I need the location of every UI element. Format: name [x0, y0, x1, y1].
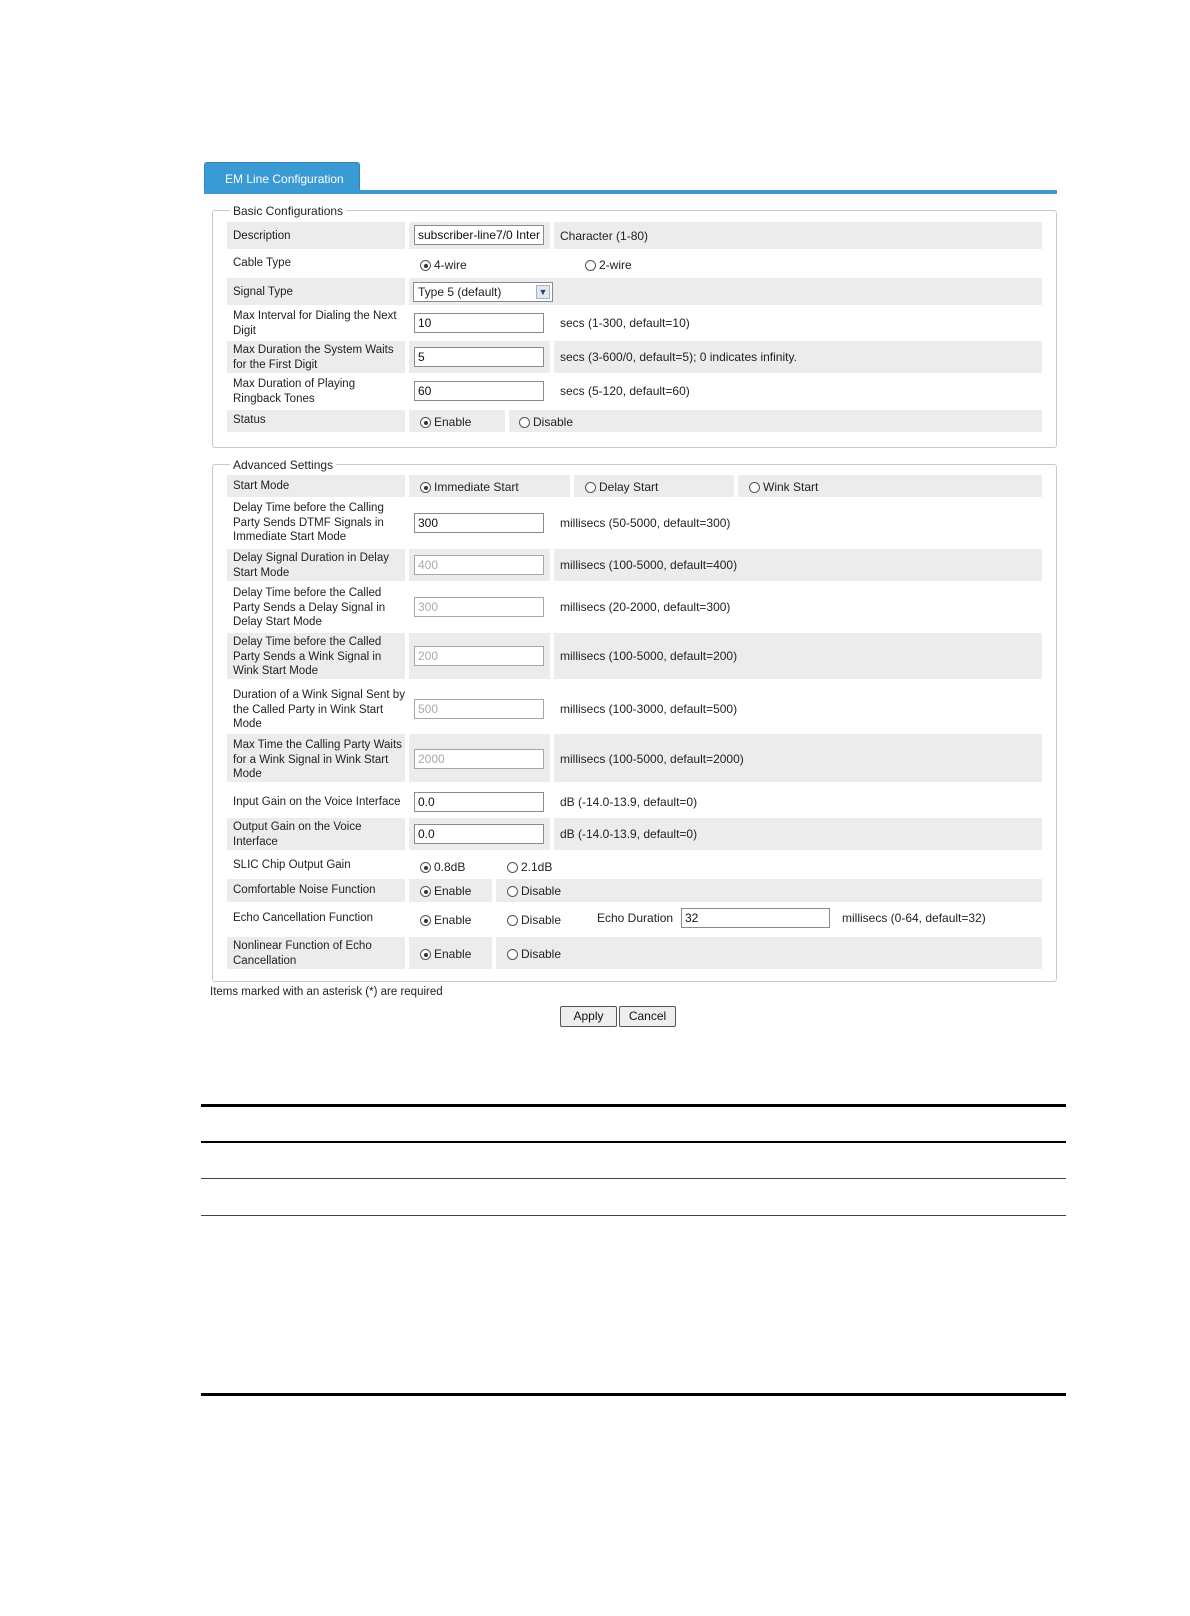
slic-gain-0-8db-radio[interactable]: 0.8dB — [420, 860, 465, 874]
description-row — [227, 222, 1042, 249]
nonlinear-enable-radio[interactable]: Enable — [420, 947, 471, 961]
radio-empty-icon — [507, 915, 518, 926]
start-mode-row — [227, 475, 1042, 497]
radio-empty-icon — [507, 886, 518, 897]
max-duration-ringback-label: Max Duration of Playing Ringback Tones — [233, 378, 356, 405]
description-input[interactable]: subscriber-line7/0 Inter — [414, 225, 544, 245]
delay-before-delay-signal-label: Delay Time before the Called Party Sends a Delay Signal in Delay Start Mode — [233, 587, 386, 628]
output-gain-input[interactable]: 0.0 — [414, 824, 544, 844]
radio-selected-icon — [420, 260, 431, 271]
wink-duration-hint: millisecs (100-3000, default=500) — [560, 702, 738, 716]
start-mode-wink-radio[interactable]: Wink Start — [749, 480, 818, 494]
nonlinear-row — [227, 937, 1042, 969]
max-interval-row — [227, 307, 1042, 339]
radio-empty-icon — [519, 417, 530, 428]
output-gain-label: Output Gain on the Voice Interface — [233, 821, 362, 848]
delay-signal-duration-label: Delay Signal Duration in Delay Start Mode — [233, 552, 389, 579]
advanced-settings-legend: Advanced Settings — [230, 458, 336, 472]
status-disable-radio[interactable]: Disable — [519, 415, 573, 429]
radio-selected-icon — [420, 915, 431, 926]
radio-empty-icon — [749, 482, 760, 493]
radio-selected-icon — [420, 417, 431, 428]
cable-type-label: Cable Type — [233, 257, 291, 269]
delay-before-delay-signal-hint: millisecs (20-2000, default=300) — [560, 600, 731, 614]
max-wait-wink-label: Max Time the Calling Party Waits for a Wink Signal in Wink Start Mode — [233, 739, 402, 780]
echo-duration-label: Echo Duration — [597, 911, 674, 925]
echo-cancellation-enable-radio[interactable]: Enable — [420, 913, 471, 927]
delay-before-wink-label: Delay Time before the Called Party Sends a Wink Signal in Wink Start Mode — [233, 636, 382, 677]
echo-cancellation-label: Echo Cancellation Function — [233, 912, 373, 924]
echo-cancellation-disable-radio[interactable]: Disable — [507, 913, 561, 927]
delay-signal-duration-input[interactable]: 400 — [414, 555, 544, 575]
comfort-noise-label: Comfortable Noise Function — [233, 884, 376, 896]
max-interval-label: Max Interval for Dialing the Next Digit — [233, 310, 397, 337]
signal-type-row — [227, 278, 1042, 305]
radio-empty-icon — [585, 260, 596, 271]
input-gain-label: Input Gain on the Voice Interface — [233, 796, 401, 808]
cancel-button[interactable]: Cancel — [619, 1006, 676, 1027]
output-gain-row — [227, 818, 1042, 850]
slic-gain-label: SLIC Chip Output Gain — [233, 859, 351, 871]
radio-empty-icon — [585, 482, 596, 493]
input-gain-row — [227, 787, 1042, 817]
max-duration-ringback-input[interactable]: 60 — [414, 381, 544, 401]
delay-before-delay-signal-row — [227, 584, 1042, 630]
echo-duration-input[interactable]: 32 — [681, 908, 830, 928]
wink-duration-row — [227, 684, 1042, 732]
radio-selected-icon — [420, 862, 431, 873]
delay-before-wink-input[interactable]: 200 — [414, 646, 544, 666]
signal-type-label: Signal Type — [233, 286, 293, 298]
cable-type-2wire-radio[interactable]: 2-wire — [585, 258, 632, 272]
max-duration-ringback-row — [227, 375, 1042, 407]
apply-button[interactable]: Apply — [560, 1006, 617, 1027]
comfort-noise-enable-radio[interactable]: Enable — [420, 884, 471, 898]
comfort-noise-disable-radio[interactable]: Disable — [507, 884, 561, 898]
table-header-rule — [201, 1141, 1066, 1143]
nonlinear-label: Nonlinear Function of Echo Cancellation — [233, 940, 372, 967]
radio-selected-icon — [420, 482, 431, 493]
chevron-down-icon[interactable]: ▼ — [536, 285, 550, 299]
delay-before-delay-signal-input[interactable]: 300 — [414, 597, 544, 617]
description-label: Description — [233, 230, 291, 242]
input-gain-input[interactable]: 0.0 — [414, 792, 544, 812]
max-interval-input[interactable]: 10 — [414, 313, 544, 333]
input-gain-hint: dB (-14.0-13.9, default=0) — [560, 795, 698, 809]
delay-dtmf-label: Delay Time before the Calling Party Sends DTMF Signals in Immediate Start Mode — [233, 502, 384, 543]
max-wait-wink-input[interactable]: 2000 — [414, 749, 544, 769]
wink-duration-input[interactable]: 500 — [414, 699, 544, 719]
max-wait-wink-row — [227, 734, 1042, 782]
delay-signal-duration-hint: millisecs (100-5000, default=400) — [560, 558, 738, 572]
delay-signal-duration-row — [227, 549, 1042, 581]
delay-before-wink-row — [227, 633, 1042, 679]
signal-type-select[interactable]: Type 5 (default) ▼ — [413, 282, 553, 302]
table-row-rule — [201, 1215, 1066, 1216]
slic-gain-row — [227, 853, 1042, 878]
nonlinear-disable-radio[interactable]: Disable — [507, 947, 561, 961]
start-mode-label: Start Mode — [233, 480, 290, 492]
max-duration-ringback-hint: secs (5-120, default=60) — [560, 384, 690, 398]
max-duration-first-digit-row — [227, 341, 1042, 373]
max-duration-first-digit-input[interactable]: 5 — [414, 347, 544, 367]
slic-gain-2-1db-radio[interactable]: 2.1dB — [507, 860, 552, 874]
max-duration-first-digit-hint: secs (3-600/0, default=5); 0 indicates infinity. — [560, 350, 797, 364]
max-interval-hint: secs (1-300, default=10) — [560, 316, 690, 330]
start-mode-delay-radio[interactable]: Delay Start — [585, 480, 658, 494]
delay-dtmf-input[interactable]: 300 — [414, 513, 544, 533]
table-row-rule — [201, 1178, 1066, 1179]
table-bottom-rule — [201, 1393, 1066, 1396]
tab-em-line-configuration[interactable]: EM Line Configuration — [204, 162, 360, 192]
basic-configurations-legend: Basic Configurations — [230, 204, 346, 218]
tab-underline — [204, 190, 1057, 194]
radio-selected-icon — [420, 949, 431, 960]
echo-duration-hint: millisecs (0-64, default=32) — [842, 911, 986, 925]
radio-empty-icon — [507, 862, 518, 873]
required-fields-note: Items marked with an asterisk (*) are required — [210, 986, 443, 998]
comfort-noise-row — [227, 879, 1042, 902]
delay-before-wink-hint: millisecs (100-5000, default=200) — [560, 649, 738, 663]
wink-duration-label: Duration of a Wink Signal Sent by the Called Party in Wink Start Mode — [233, 689, 405, 730]
radio-empty-icon — [507, 949, 518, 960]
radio-selected-icon — [420, 886, 431, 897]
description-hint: Character (1-80) — [560, 229, 649, 243]
cable-type-4wire-radio[interactable]: 4-wire — [420, 258, 467, 272]
max-duration-first-digit-label: Max Duration the System Waits for the First Digit — [233, 344, 394, 371]
output-gain-hint: dB (-14.0-13.9, default=0) — [560, 827, 698, 841]
echo-cancellation-row — [227, 904, 1042, 932]
start-mode-immediate-radio[interactable]: Immediate Start — [420, 480, 519, 494]
table-top-rule — [201, 1104, 1066, 1107]
status-row — [227, 410, 1042, 432]
max-wait-wink-hint: millisecs (100-5000, default=2000) — [560, 752, 744, 766]
delay-dtmf-row — [227, 499, 1042, 545]
status-enable-radio[interactable]: Enable — [420, 415, 471, 429]
status-label: Status — [233, 414, 266, 426]
delay-dtmf-hint: millisecs (50-5000, default=300) — [560, 516, 731, 530]
cable-type-row — [227, 251, 1042, 276]
